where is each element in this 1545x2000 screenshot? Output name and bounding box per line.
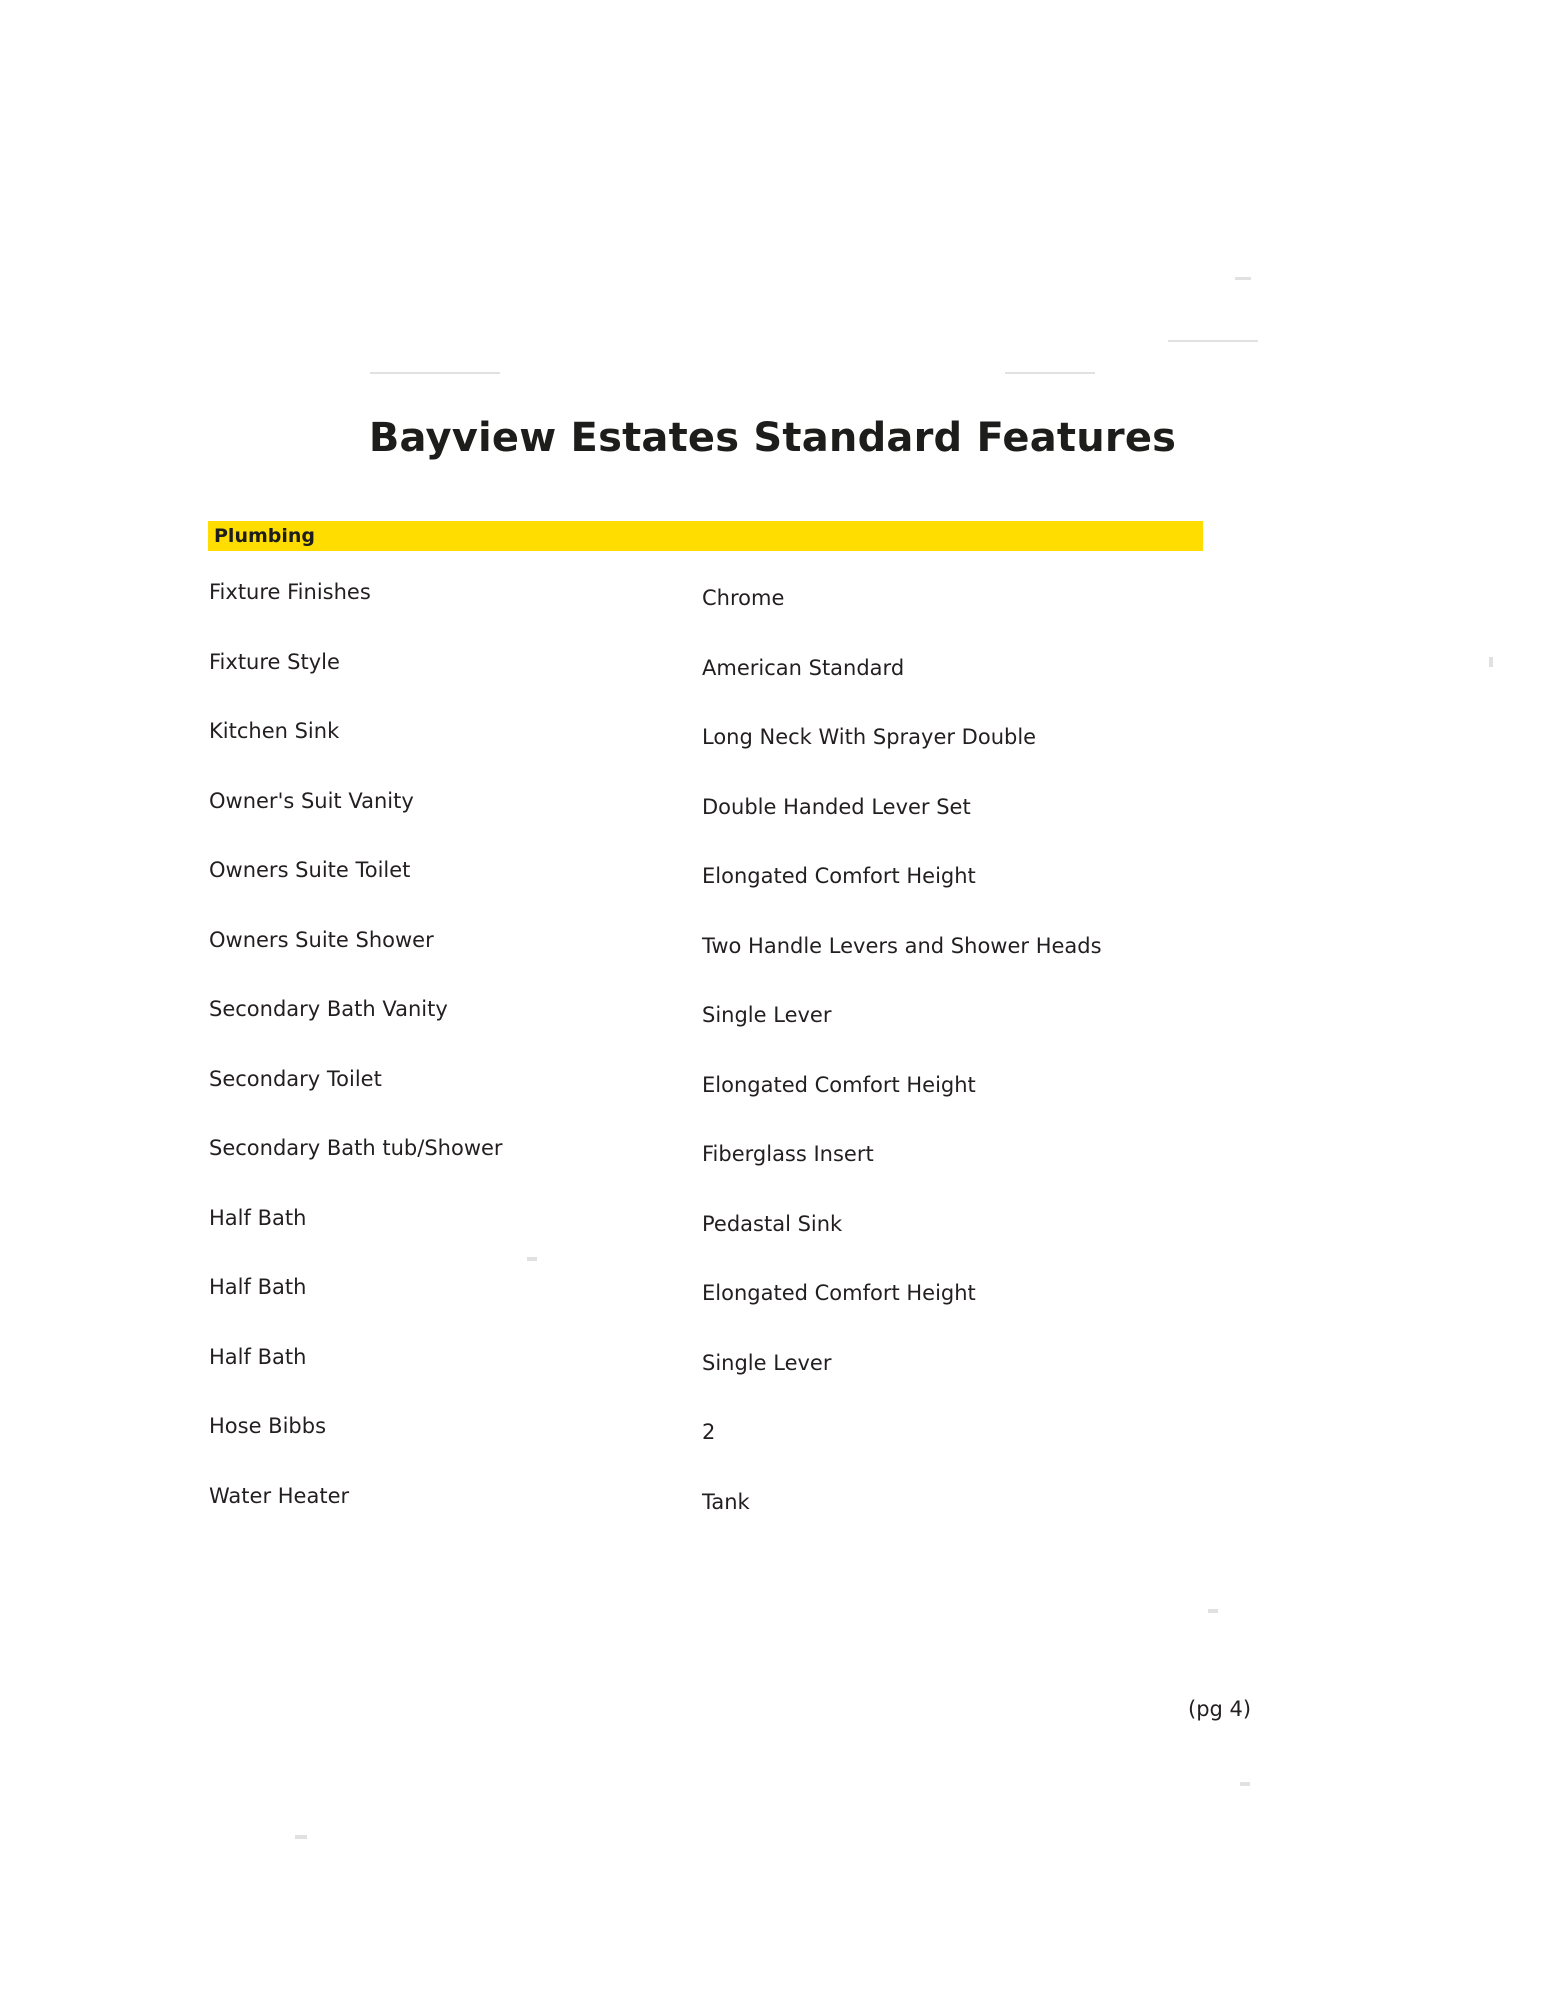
table-row [0,1414,1545,1484]
scan-artifact [1168,340,1258,342]
table-row [0,858,1545,928]
table-row [0,997,1545,1067]
feature-value: Single Lever [702,1350,832,1375]
feature-label: Secondary Toilet [209,1066,382,1091]
table-row [0,719,1545,789]
table-row [0,1275,1545,1345]
feature-label: Half Bath [209,1344,307,1369]
feature-value: Chrome [702,586,785,610]
table-row [0,1484,1545,1554]
table-row [0,1067,1545,1137]
feature-value: American Standard [702,655,905,680]
feature-label: Kitchen Sink [209,719,340,743]
feature-value: Elongated Comfort Height [702,864,976,888]
scan-artifact [1240,1782,1250,1786]
feature-label: Secondary Bath Vanity [209,997,448,1021]
table-row [0,580,1545,650]
table-row [0,1206,1545,1276]
feature-label: Half Bath [209,1205,307,1230]
scan-artifact [1235,277,1251,280]
scan-artifact [1208,1609,1218,1613]
page-title: Bayview Estates Standard Features [368,415,1177,461]
feature-value: 2 [702,1420,716,1444]
scan-artifact [370,372,500,374]
feature-value: Pedastal Sink [702,1211,843,1236]
feature-label: Fixture Style [209,649,340,674]
feature-value: Single Lever [702,1003,832,1027]
section-header-label: Plumbing [214,525,316,547]
feature-label: Half Bath [209,1275,307,1299]
features-table [0,580,1545,1553]
scan-artifact [295,1835,307,1839]
feature-value: Fiberglass Insert [702,1142,874,1166]
feature-value: Two Handle Levers and Shower Heads [702,933,1102,958]
feature-value: Long Neck With Sprayer Double [702,725,1037,749]
feature-label: Owners Suite Shower [209,927,434,952]
page-number: (pg 4) [1188,1697,1252,1721]
section-header-plumbing [208,521,1203,551]
feature-label: Owners Suite Toilet [209,858,411,882]
feature-value: Elongated Comfort Height [702,1072,976,1097]
table-row [0,1345,1545,1415]
feature-label: Fixture Finishes [209,580,371,604]
table-row [0,650,1545,720]
table-row [0,789,1545,859]
scan-artifact [1005,372,1095,374]
feature-label: Hose Bibbs [209,1414,327,1438]
feature-label: Secondary Bath tub/Shower [209,1136,503,1160]
table-row [0,928,1545,998]
feature-label: Owner's Suit Vanity [209,788,414,813]
table-row [0,1136,1545,1206]
feature-value: Elongated Comfort Height [702,1281,976,1305]
feature-value: Tank [702,1489,750,1514]
feature-value: Double Handed Lever Set [702,794,971,819]
feature-label: Water Heater [209,1483,350,1508]
